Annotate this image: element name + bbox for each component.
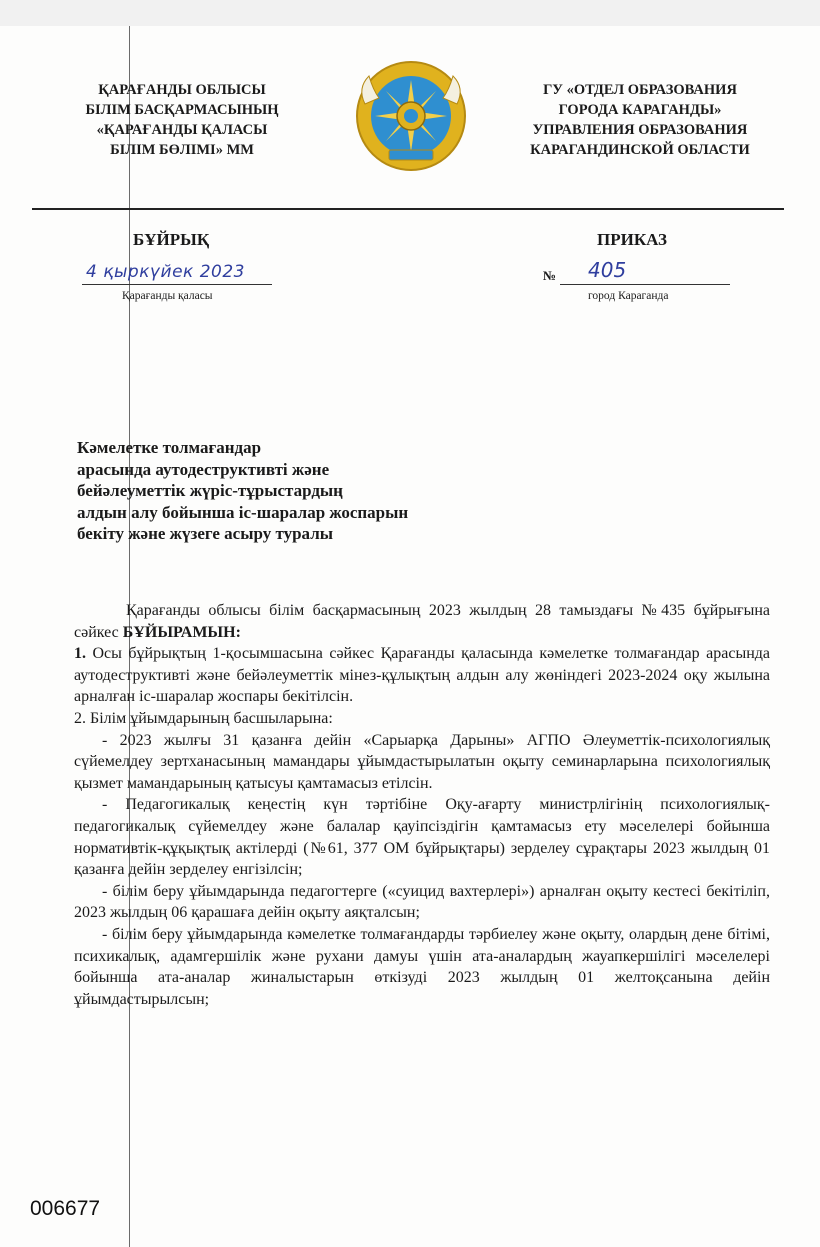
header-left-line: ҚАРАҒАНДЫ ОБЛЫСЫ — [98, 82, 266, 98]
item-2: 2. Білім ұйымдарының басшыларына: — [74, 709, 333, 727]
city-ru: город Караганда — [588, 290, 669, 302]
intro-order-word: БҰЙЫРАМЫН: — [122, 623, 241, 641]
header-right-line: ГОРОДА КАРАГАНДЫ» — [558, 102, 722, 118]
header-left-line: БІЛІМ БӨЛІМІ» ММ — [110, 142, 254, 158]
state-emblem-icon — [355, 58, 467, 174]
item-1-number: 1. — [74, 645, 86, 663]
header-divider — [32, 208, 784, 210]
city-kz: Қарағанды қаласы — [122, 290, 213, 302]
item-1 — [74, 643, 770, 708]
subject-line: алдын алу бойынша іс-шаралар жоспарын — [77, 502, 409, 522]
doc-kind-ru: ПРИКАЗ — [597, 230, 667, 249]
header-left-line: БІЛІМ БАСҚАРМАСЫНЫҢ — [85, 102, 279, 118]
header-right-ru — [510, 80, 770, 160]
number-label: № — [543, 268, 557, 283]
header-right-line: КАРАГАНДИНСКОЙ ОБЛАСТИ — [530, 142, 750, 158]
subject-line: бекіту және жүзеге асыру туралы — [77, 524, 334, 543]
footer-code: 006677 — [30, 1197, 101, 1220]
order-body — [74, 600, 770, 1010]
bullet-3: - білім беру ұйымдарында педагогтерге («суицид вахтерлері») арналған оқыту кестесі бекітіліп, 2023 жылдың 06 қарашаға дейін оқыту аяқталсын; — [74, 882, 770, 922]
bullet-1: - 2023 жылғы 31 қазанға дейін «Сарыарқа Дарыны» АГПО Әлеуметтік-психологиялық сүйемелдеу зертханасының мамандары ұйымдастырылатын оқыту семинарларына психологиялық қызмет мамандарының қатысуы қамтамасыз етілсін. — [74, 731, 770, 792]
subject-line: арасында аутодеструктивті және — [77, 459, 330, 479]
bullet-4: - білім беру ұйымдарында кәмелетке толмағандарды тәрбиелеу және оқыту, олардың дене бітімі, психикалық, адамгершілік және рухани дамуы үшін ата-аналардың жауапкершілігі мәселелері бойынша ата-аналар жиналыстарын өткізуді 2023 жылдың 01 желтоқсанына дейін ұйымдастырылсын; — [74, 925, 770, 1008]
top-band — [0, 0, 820, 26]
header-right-line: УПРАВЛЕНИЯ ОБРАЗОВАНИЯ — [532, 122, 748, 138]
bullet-2: - Педагогикалық кеңестің күн тәртібіне Оқу-ағарту министрлігінің психологиялық-педагогикалық сүйемелдеу және балалар қауіпсіздігін қамтамасыз ету мәселелері бойынша нормативтік-құқықтық актілерді (№61, 377 ОМ бұйрықтары) зерделеу сұрақтары 2023 жылдың 01 қазанға дейін зерделеу енгізілсін; — [74, 796, 770, 879]
header-left-kz — [62, 80, 302, 160]
order-subject — [77, 437, 557, 545]
date-underline — [82, 284, 272, 285]
header-right-line: ГУ «ОТДЕЛ ОБРАЗОВАНИЯ — [543, 82, 737, 98]
subject-line: Кәмелетке толмағандар — [77, 438, 262, 457]
intro-text: Қарағанды облысы білім басқармасының 2023 жылдың 28 тамыздағы №435 бұйрығына сәйкес — [74, 602, 770, 641]
item-1-text: Осы бұйрықтың 1-қосымшасына сәйкес Қарағанды қаласында кәмелетке толмағандар арасында аутодеструктивті және бейәлеуметтік мінез-құлықтың алдын алу жөніндегі 2023-2024 оқу жылына арналған іс-шаралар жоспары бекітілсін. — [74, 645, 770, 706]
intro-paragraph — [74, 600, 770, 643]
date-handwritten: 4 қыркүйек 2023 — [86, 262, 245, 282]
header-left-line: «ҚАРАҒАНДЫ ҚАЛАСЫ — [96, 122, 268, 138]
subject-line: бейәлеуметтік жүріс-тұрыстардың — [77, 481, 343, 500]
doc-kind-kz: БҰЙРЫҚ — [133, 230, 210, 249]
number-underline — [560, 284, 730, 285]
number-handwritten: 405 — [588, 258, 627, 282]
